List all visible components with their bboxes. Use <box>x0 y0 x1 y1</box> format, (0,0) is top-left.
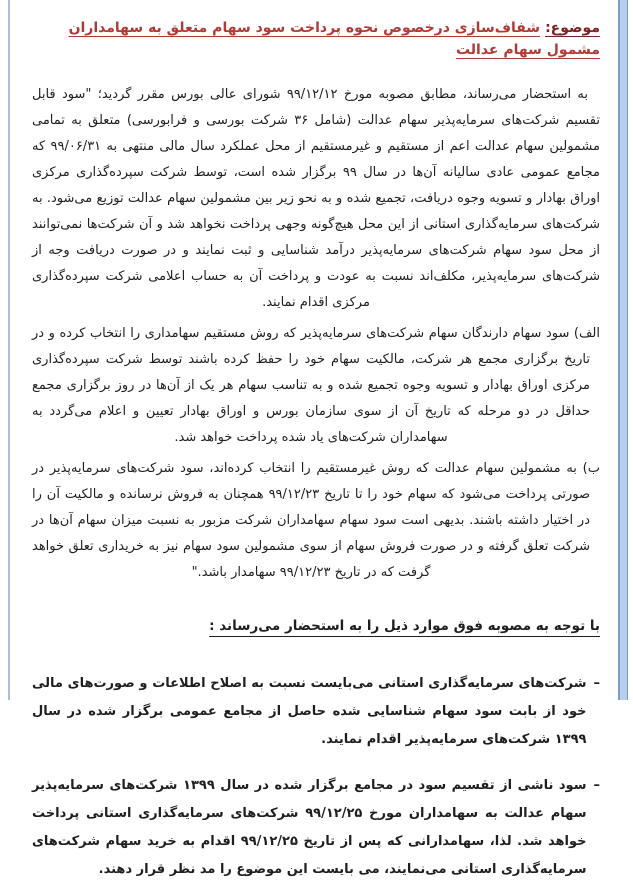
intro-paragraph: به استحضار می‌رساند، مطابق مصوبه مورخ ۹۹/۱۲/۱۲ شورای عالی بورس مقرر گردید؛ "سود قابل تقسیم شرکت‌های سرمایه‌پذیر سهام عدالت (شامل ۳۶ شرکت بورسی و فرابورسی) متعلق به تمامی مشمولین سهام عدالت اعم از مستقیم و غیرمستقیم از محل عملکرد سال مالی منتهی به ۹۹/۰۶/۳۱ که مجامع عمومی عادی سالیانه آن‌ها در سال ۹۹ برگزار شده است، توسط شرکت سپرده‌گذاری مرکزی اوراق بهادار و تسویه وجوه دریافت، تجمیع شده و به نحو زیر بین مشمولین سهام عدالت توزیع می‌شود. به شرکت‌های سرمایه‌گذاری استانی از این محل هیچ‌گونه وجهی پرداخت نخواهد شد و آن شرکت‌ها نمی‌توانند از محل سود سهام شرکت‌های سرمایه‌پذیر درآمد شناسایی و ثبت نمایند و در صورت دریافت وجه از شرکت‌های سرمایه‌پذیر، مکلف‌اند نسبت به عودت و پرداخت آن به حساب اعلامی شرکت سپرده‌گذاری مرکزی اقدام نمایند. <box>32 87 600 310</box>
bullet-dash-icon: – <box>593 676 600 691</box>
page-right-border-band <box>618 0 628 700</box>
notice-heading: با توجه به مصوبه فوق موارد ذیل را به استحضار می‌رساند : <box>209 618 600 634</box>
bullet-item-2 <box>32 772 600 884</box>
bullet-text-2: سود ناشی از تقسیم سود در مجامع برگزار شده در سال ۱۳۹۹ شرکت‌های سرمایه‌پذیر سهام عدالت به سهامداران مورخ ۹۹/۱۲/۲۵ شرکت‌های سرمایه‌گذاری استانی پرداخت خواهد شد. لذا، سهامدارانی که پس از تاریخ ۹۹/۱۲/۲۵ اقدام به خرید سهام شرکت‌های سرمایه‌گذاری استانی می‌نمایند، می بایست این موضوع را مد نظر قرار دهند. <box>32 778 587 877</box>
clause-a-paragraph: الف) سود سهام دارندگان سهام شرکت‌های سرمایه‌پذیر که روش مستقیم سهامداری را انتخاب کرده و در تاریخ برگزاری مجمع هر شرکت، مالکیت سهام خود را حفظ کرده باشند توسط شرکت سپرده‌گذاری مرکزی اوراق بهادار و تسویه وجوه تجمیع شده و به تناسب سهام هر یک از آن‌ها در روز برگزاری مجمع حداقل در دو مرحله که تاریخ آن از سوی سازمان بورس و اوراق بهادار تعیین و اعلام می‌گردد به سهامداران شرکت‌های یاد شده پرداخت خواهد شد. <box>32 326 600 445</box>
subject-line <box>32 17 600 61</box>
letter-content <box>32 0 600 884</box>
subject-label: موضوع: <box>545 20 600 36</box>
bullet-dash-icon: – <box>593 778 600 793</box>
page-left-border-line <box>8 0 10 700</box>
clause-b-paragraph: ب) به مشمولین سهام عدالت که روش غیرمستقیم را انتخاب کرده‌اند، سود شرکت‌های سرمایه‌پذیر در صورتی پرداخت می‌شود که سهام خود را تا تاریخ ۹۹/۱۲/۲۳ همچنان به فروش نرسانده و مالکیت آن را در اختیار داشته باشند. بدیهی است سود سهام سهامداران شرکت مزبور به نسبت میزان سهام آن‌ها در شرکت تعلق گرفته و در صورت فروش سهام از سوی مشمولین سود سهام نیز به خریداری تعلق خواهد گرفت که در تاریخ ۹۹/۱۲/۲۳ سهامدار باشد." <box>32 461 600 580</box>
subject-title: شفاف‌سازی درخصوص نحوه پرداخت سود سهام متعلق به سهامداران مشمول سهام عدالت <box>68 20 600 58</box>
bullet-text-1: شرکت‌های سرمایه‌گذاری استانی می‌بایست نسبت به اصلاح اطلاعات و صورت‌های مالی خود از بابت سود سهام شناسایی شده حاصل از مجامع عمومی برگزار شده در سال ۱۳۹۹ شرکت‌های سرمایه‌پذیر اقدام نمایند. <box>32 676 587 747</box>
bullet-item-1 <box>32 670 600 754</box>
